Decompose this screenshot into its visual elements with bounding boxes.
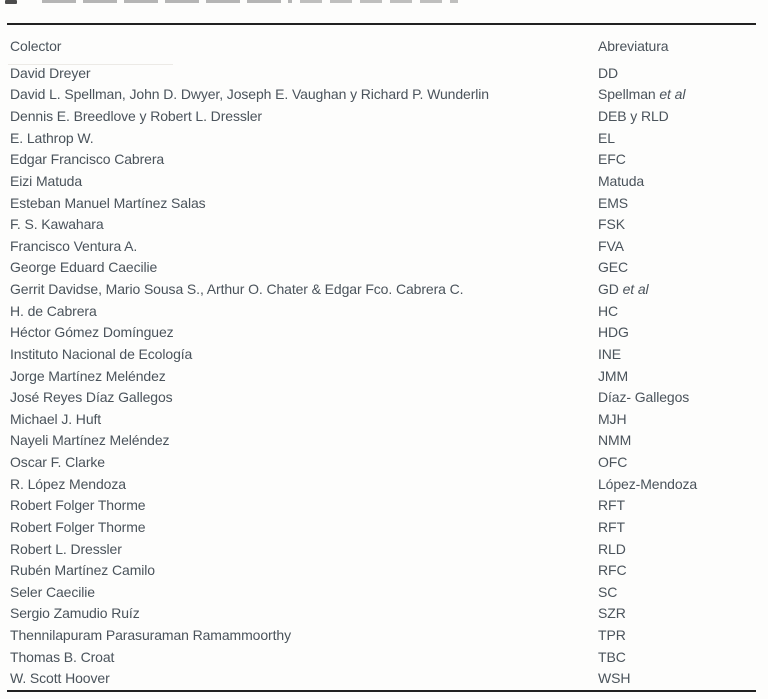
collector-name: Gerrit Davidse, Mario Sousa S., Arthur O. Chater & Edgar Fco. Cabrera C. <box>10 281 464 298</box>
abbreviation-cell <box>598 303 618 319</box>
collector-name: José Reyes Díaz Gallegos <box>10 389 173 406</box>
collector-name: Jorge Martínez Meléndez <box>10 367 166 384</box>
abbreviation-cell <box>598 670 630 686</box>
clipped-caption-dashes <box>42 0 292 3</box>
abbreviation-text: RFC <box>598 562 627 579</box>
collector-name: W. Scott Hoover <box>10 670 110 687</box>
table-row <box>0 257 768 279</box>
abbreviation-cell <box>598 86 685 102</box>
abbreviation-cell <box>598 497 625 513</box>
abbreviation-text: DD <box>598 64 619 81</box>
collector-name: Eizi Matuda <box>10 172 83 189</box>
collector-name: Sergio Zamudio Ruíz <box>10 605 140 622</box>
abbreviation-text: RFT <box>598 518 625 535</box>
abbreviation-text: Díaz- Gallegos <box>598 389 690 406</box>
abbreviation-text: SC <box>598 583 618 600</box>
collector-name: Robert L. Dressler <box>10 540 122 557</box>
table-top-rule <box>7 23 756 25</box>
abbreviation-cell <box>598 195 628 211</box>
abbreviation-cell <box>598 65 618 81</box>
collector-name: Thomas B. Croat <box>10 648 115 665</box>
table-row <box>0 300 768 322</box>
table-header-row <box>0 38 768 56</box>
table-row <box>0 235 768 257</box>
abbreviation-cell <box>598 541 626 557</box>
table-row <box>0 668 768 690</box>
abbreviation-cell <box>598 259 628 275</box>
collector-name: Esteban Manuel Martínez Salas <box>10 194 206 211</box>
collector-name: George Eduard Caecilie <box>10 259 158 276</box>
collector-name: Rubén Martínez Camilo <box>10 562 155 579</box>
collector-name: Héctor Gómez Domínguez <box>10 324 174 341</box>
abbreviation-et-al: et al <box>618 281 649 298</box>
abbreviation-cell <box>598 130 615 146</box>
abbreviation-text: INE <box>598 345 622 362</box>
abbreviation-text: NMM <box>598 432 632 449</box>
abbreviation-cell <box>598 173 644 189</box>
collector-name: Robert Folger Thorme <box>10 497 146 514</box>
table-row <box>0 105 768 127</box>
abbreviation-text: HC <box>598 302 619 319</box>
table-row <box>0 473 768 495</box>
table-row <box>0 430 768 452</box>
abbreviation-text: HDG <box>598 324 629 341</box>
abbreviation-text: TBC <box>598 648 626 665</box>
column-header-abreviatura: Abreviatura <box>598 38 669 54</box>
table-row <box>0 365 768 387</box>
abbreviation-cell <box>598 368 628 384</box>
collector-name: Dennis E. Breedlove y Robert L. Dressler <box>10 108 262 125</box>
abbreviation-text: López-Mendoza <box>598 475 698 492</box>
table-row <box>0 192 768 214</box>
abbreviation-cell <box>598 281 649 297</box>
abbreviation-cell <box>598 519 625 535</box>
table-bottom-rule <box>7 690 756 692</box>
collector-name: R. López Mendoza <box>10 475 126 492</box>
abbreviation-text: JMM <box>598 367 629 384</box>
abbreviation-cell <box>598 324 629 340</box>
collector-name: Thennilapuram Parasuraman Ramammoorthy <box>10 627 291 644</box>
abbreviation-et-al: et al <box>655 86 686 103</box>
abbreviation-cell <box>598 454 627 470</box>
collector-name: Edgar Francisco Cabrera <box>10 151 165 168</box>
abbreviation-text: Spellman <box>598 86 656 103</box>
abbreviation-cell <box>598 108 669 124</box>
clipped-caption-artifact <box>0 0 768 5</box>
table-row <box>0 408 768 430</box>
abbreviation-cell <box>598 238 624 254</box>
abbreviation-text: WSH <box>598 670 631 687</box>
abbreviation-text: SZR <box>598 605 626 622</box>
collector-name: Robert Folger Thorme <box>10 518 146 535</box>
table-row <box>0 451 768 473</box>
abbreviation-cell <box>598 216 625 232</box>
abbreviation-text: MJH <box>598 410 627 427</box>
collector-name: Michael J. Huft <box>10 410 102 427</box>
table-row <box>0 343 768 365</box>
collector-name: Francisco Ventura A. <box>10 237 138 254</box>
table-row <box>0 149 768 171</box>
abbreviation-cell <box>598 649 626 665</box>
column-header-colector: Colector <box>10 38 62 54</box>
abbreviation-text: EMS <box>598 194 629 211</box>
abbreviation-cell <box>598 476 697 492</box>
abbreviation-cell <box>598 627 626 643</box>
collector-name: Seler Caecilie <box>10 583 95 600</box>
table-row <box>0 581 768 603</box>
abbreviation-text: RFT <box>598 497 625 514</box>
table-row <box>0 127 768 149</box>
collector-name: E. Lathrop W. <box>10 129 94 146</box>
collector-name: Nayeli Martínez Meléndez <box>10 432 170 449</box>
abbreviation-text: FSK <box>598 216 625 233</box>
abbreviation-cell <box>598 584 617 600</box>
collector-name: Oscar F. Clarke <box>10 454 105 471</box>
table-row <box>0 170 768 192</box>
collector-name: H. de Cabrera <box>10 302 97 319</box>
table-row <box>0 62 768 84</box>
abbreviation-text: GEC <box>598 259 629 276</box>
abbreviation-cell <box>598 389 689 405</box>
abbreviation-text: EL <box>598 129 615 146</box>
collector-name: Instituto Nacional de Ecología <box>10 345 193 362</box>
abbreviation-text: RLD <box>598 540 626 557</box>
table-row <box>0 213 768 235</box>
table-row <box>0 495 768 517</box>
abbreviation-text: FVA <box>598 237 624 254</box>
table-body <box>0 62 768 689</box>
collector-name: F. S. Kawahara <box>10 216 104 233</box>
abbreviation-text: OFC <box>598 454 628 471</box>
abbreviation-text: Matuda <box>598 172 645 189</box>
table-row <box>0 322 768 344</box>
table-row <box>0 538 768 560</box>
abbreviation-cell <box>598 562 626 578</box>
abbreviation-cell <box>598 411 626 427</box>
table-row <box>0 603 768 625</box>
table-row <box>0 84 768 106</box>
abbreviation-cell <box>598 346 621 362</box>
table-row <box>0 516 768 538</box>
abbreviation-cell <box>598 151 626 167</box>
collector-name: David L. Spellman, John D. Dwyer, Joseph E. Vaughan y Richard P. Wunderlin <box>10 86 489 103</box>
abbreviation-cell <box>598 605 626 621</box>
clipped-caption-lead-mark <box>5 0 17 4</box>
abbreviation-text: TPR <box>598 627 626 644</box>
clipped-caption-dashes <box>300 0 458 3</box>
table-row <box>0 624 768 646</box>
abbreviation-text: EFC <box>598 151 626 168</box>
collector-name: David Dreyer <box>10 64 91 81</box>
table-row <box>0 646 768 668</box>
abbreviation-text: GD <box>598 281 619 298</box>
table-row <box>0 386 768 408</box>
abbreviation-cell <box>598 432 631 448</box>
table-row <box>0 278 768 300</box>
abbreviation-text: DEB y RLD <box>598 108 669 125</box>
table-row <box>0 559 768 581</box>
